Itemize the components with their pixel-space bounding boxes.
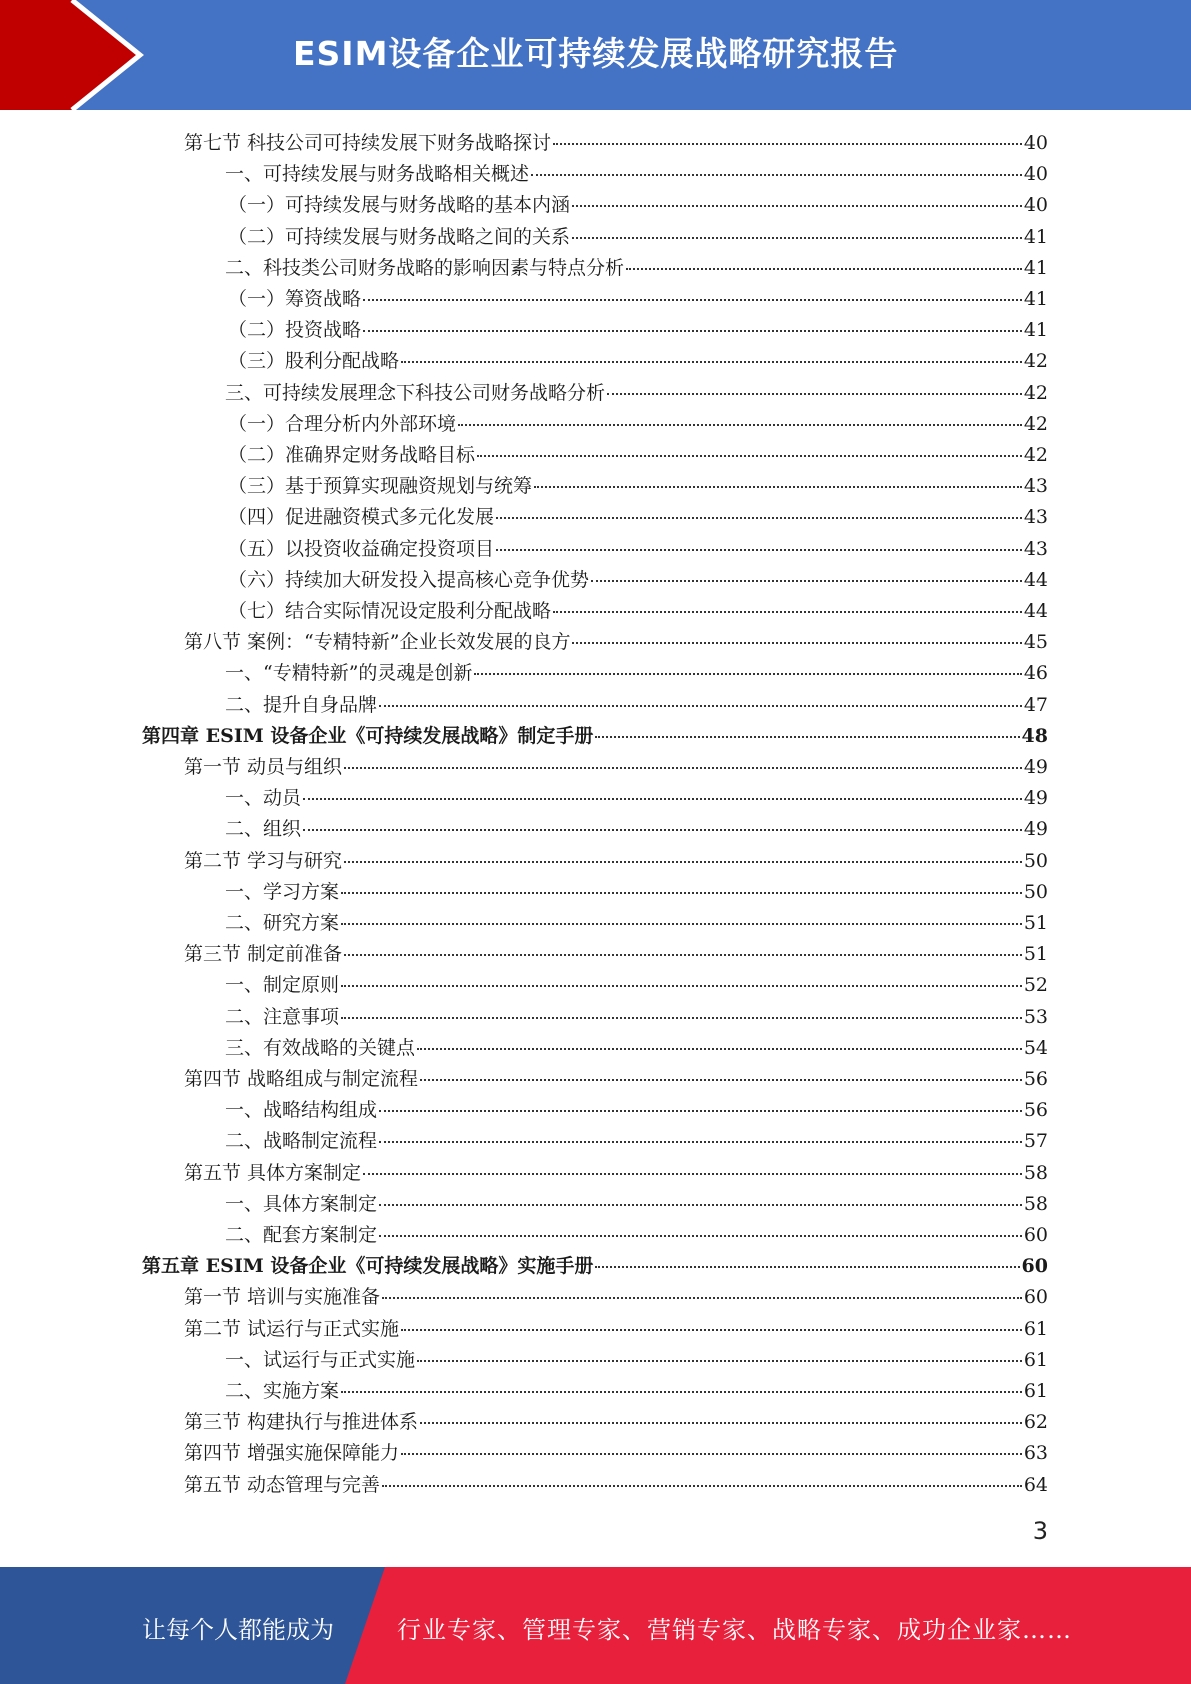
toc-entry-page: 62 [1023, 1411, 1048, 1434]
toc-dot-leader [382, 1484, 1022, 1487]
toc-entry[interactable] [184, 1314, 1048, 1345]
document-title: ESIM设备企业可持续发展战略研究报告 [293, 34, 899, 73]
toc-entry-label: 第四节 战略组成与制定流程 [184, 1068, 419, 1090]
toc-dot-leader [420, 1421, 1022, 1424]
toc-entry-page: 52 [1023, 974, 1048, 997]
toc-dot-leader [496, 516, 1022, 519]
toc-entry-page: 41 [1023, 256, 1048, 279]
toc-entry[interactable] [225, 253, 1048, 284]
toc-dot-leader [417, 1047, 1022, 1050]
toc-entry-page: 49 [1023, 787, 1048, 810]
toc-dot-leader [534, 485, 1022, 488]
toc-entry[interactable] [184, 846, 1048, 877]
toc-entry[interactable] [184, 128, 1048, 159]
toc-entry[interactable] [225, 783, 1048, 814]
toc-entry-page: 42 [1023, 444, 1048, 466]
toc-entry-page: 49 [1023, 756, 1048, 778]
toc-entry-page: 41 [1023, 288, 1048, 310]
toc-dot-leader [401, 1328, 1022, 1331]
toc-dot-leader [379, 1203, 1022, 1206]
toc-entry-page: 58 [1023, 1192, 1048, 1215]
toc-entry-page: 61 [1023, 1317, 1048, 1340]
toc-dot-leader [572, 236, 1022, 239]
toc-dot-leader [572, 641, 1021, 644]
toc-dot-leader [379, 704, 1022, 707]
toc-entry-label: （一）可持续发展与财务战略的基本内涵 [228, 194, 571, 217]
toc-entry-page: 53 [1023, 1005, 1048, 1028]
toc-entry-label: 二、配套方案制定 [225, 1224, 378, 1246]
toc-entry-page: 64 [1023, 1473, 1048, 1496]
toc-entry-label: 第八节 案例：“专精特新”企业长效发展的良方 [184, 631, 571, 654]
toc-entry-page: 40 [1023, 163, 1048, 186]
toc-entry-label: 第二节 试运行与正式实施 [184, 1317, 400, 1340]
toc-entry-label: 二、研究方案 [225, 912, 340, 934]
toc-entry[interactable] [184, 1438, 1048, 1469]
toc-entry[interactable] [142, 1251, 1048, 1282]
toc-entry[interactable] [225, 877, 1048, 908]
toc-dot-leader [341, 922, 1022, 925]
toc-dot-leader [401, 1452, 1022, 1455]
toc-dot-leader [595, 1265, 1019, 1268]
toc-entry-page: 51 [1023, 943, 1048, 966]
toc-entry-label: 一、“专精特新”的灵魂是创新 [225, 662, 473, 685]
toc-entry-label: 第二节 学习与研究 [184, 849, 343, 872]
toc-dot-leader [363, 298, 1022, 301]
toc-entry[interactable] [225, 1376, 1048, 1407]
toc-entry-label: 二、科技类公司财务战略的影响因素与特点分析 [225, 256, 625, 279]
toc-entry-label: （五）以投资收益确定投资项目 [228, 537, 495, 560]
toc-entry-page: 45 [1023, 631, 1048, 654]
toc-entry-label: 一、动员 [225, 787, 302, 810]
toc-entry[interactable] [225, 908, 1048, 939]
toc-dot-leader [496, 548, 1022, 551]
toc-entry-page: 60 [1021, 1255, 1048, 1278]
toc-entry[interactable] [184, 1407, 1048, 1438]
toc-entry[interactable] [225, 1095, 1048, 1126]
toc-entry[interactable] [225, 1002, 1048, 1033]
toc-entry[interactable] [225, 378, 1048, 409]
toc-entry-label: 二、注意事项 [225, 1005, 340, 1028]
toc-entry-page: 56 [1023, 1068, 1048, 1090]
toc-entry-label: （一）合理分析内外部环境 [228, 412, 457, 435]
toc-entry[interactable] [225, 159, 1048, 190]
toc-entry-label: 第五节 具体方案制定 [184, 1161, 362, 1184]
toc-entry[interactable] [225, 690, 1048, 721]
toc-entry-page: 63 [1023, 1442, 1048, 1465]
toc-entry-page: 42 [1023, 381, 1048, 404]
toc-entry-label: 二、实施方案 [225, 1380, 340, 1402]
toc-entry-label: 第五章 ESIM 设备企业《可持续发展战略》实施手册 [142, 1255, 594, 1278]
toc-entry[interactable] [225, 1189, 1048, 1220]
toc-entry-label: 一、制定原则 [225, 974, 340, 997]
toc-entry-label: （三）基于预算实现融资规划与统筹 [228, 475, 533, 498]
toc-entry[interactable] [225, 814, 1048, 845]
toc-entry-label: 二、战略制定流程 [225, 1130, 378, 1153]
toc-entry-label: （三）股利分配战略 [228, 350, 400, 373]
toc-entry[interactable] [228, 596, 1048, 627]
toc-entry[interactable] [228, 502, 1048, 533]
header-arrow-decoration [0, 0, 150, 110]
toc-entry-label: （四）促进融资模式多元化发展 [228, 506, 495, 529]
toc-dot-leader [474, 672, 1021, 675]
toc-dot-leader [382, 1296, 1022, 1299]
toc-entry[interactable] [228, 471, 1048, 502]
toc-entry[interactable] [228, 565, 1048, 596]
toc-entry[interactable] [228, 222, 1048, 253]
toc-entry-page: 54 [1023, 1036, 1048, 1059]
toc-entry-page: 50 [1023, 880, 1048, 903]
toc-entry-page: 43 [1023, 506, 1048, 529]
toc-entry[interactable] [184, 1064, 1048, 1095]
toc-entry-label: （一）筹资战略 [228, 288, 362, 310]
toc-entry[interactable] [184, 1470, 1048, 1501]
toc-dot-leader [379, 1109, 1022, 1112]
toc-entry-page: 42 [1023, 350, 1048, 373]
toc-entry-label: 二、组织 [225, 818, 302, 841]
toc-dot-leader [553, 610, 1022, 613]
toc-entry-page: 56 [1023, 1099, 1048, 1122]
toc-entry-label: 第五节 动态管理与完善 [184, 1473, 381, 1496]
toc-dot-leader [626, 267, 1022, 270]
toc-dot-leader [401, 360, 1022, 363]
toc-entry-page: 41 [1023, 225, 1048, 248]
toc-dot-leader [572, 204, 1022, 207]
toc-dot-leader [344, 766, 1022, 769]
toc-dot-leader [420, 1078, 1022, 1081]
toc-entry-page: 46 [1023, 662, 1048, 685]
toc-entry-label: 第一节 动员与组织 [184, 756, 343, 778]
toc-entry-page: 48 [1021, 724, 1048, 747]
toc-entry-page: 51 [1023, 912, 1048, 934]
toc-entry-label: 第四章 ESIM 设备企业《可持续发展战略》制定手册 [142, 724, 594, 747]
toc-entry[interactable] [184, 1158, 1048, 1189]
toc-dot-leader [607, 392, 1022, 395]
toc-dot-leader [417, 1359, 1022, 1362]
toc-entry[interactable] [184, 1282, 1048, 1313]
toc-entry-label: 第七节 科技公司可持续发展下财务战略探讨 [184, 132, 552, 154]
toc-entry[interactable] [225, 658, 1048, 689]
toc-entry[interactable] [142, 721, 1048, 752]
toc-dot-leader [341, 891, 1022, 894]
toc-entry[interactable] [228, 346, 1048, 377]
toc-entry-label: 二、提升自身品牌 [225, 693, 378, 716]
toc-dot-leader [531, 173, 1022, 176]
toc-entry[interactable] [184, 752, 1048, 783]
toc-entry-label: 一、试运行与正式实施 [225, 1348, 416, 1371]
toc-entry[interactable] [225, 1220, 1048, 1251]
toc-entry-page: 60 [1023, 1224, 1048, 1246]
toc-dot-leader [477, 454, 1022, 457]
toc-entry-page: 43 [1023, 537, 1048, 560]
toc-entry[interactable] [228, 315, 1048, 346]
toc-entry[interactable] [184, 627, 1048, 658]
toc-dot-leader [379, 1234, 1022, 1237]
toc-entry[interactable] [228, 284, 1048, 315]
toc-entry-page: 61 [1023, 1380, 1048, 1402]
toc-dot-leader [595, 735, 1019, 738]
toc-entry-label: （七）结合实际情况设定股利分配战略 [228, 600, 552, 622]
toc-dot-leader [379, 1140, 1022, 1143]
toc-entry[interactable] [225, 1126, 1048, 1157]
page-footer [0, 1567, 1191, 1684]
footer-slogan-right: 行业专家、管理专家、营销专家、战略专家、成功企业家…… [397, 1616, 1072, 1644]
toc-entry-label: （二）投资战略 [228, 319, 362, 342]
toc-dot-leader [553, 142, 1022, 145]
toc-entry-label: （二）可持续发展与财务战略之间的关系 [228, 225, 571, 248]
toc-dot-leader [591, 579, 1022, 582]
toc-entry-label: 第三节 构建执行与推进体系 [184, 1411, 419, 1434]
toc-entry-label: 一、具体方案制定 [225, 1192, 378, 1215]
toc-entry[interactable] [184, 939, 1048, 970]
page-header [0, 0, 1191, 110]
toc-entry-label: 一、可持续发展与财务战略相关概述 [225, 163, 530, 186]
toc-dot-leader [341, 1390, 1022, 1393]
toc-entry-page: 58 [1023, 1161, 1048, 1184]
toc-entry-label: 第一节 培训与实施准备 [184, 1286, 381, 1309]
toc-entry-page: 49 [1023, 818, 1048, 841]
toc-entry-page: 42 [1023, 412, 1048, 435]
toc-entry[interactable] [225, 970, 1048, 1001]
toc-entry-page: 44 [1023, 568, 1048, 591]
toc-dot-leader [363, 1172, 1022, 1175]
toc-entry-page: 60 [1023, 1286, 1048, 1309]
toc-dot-leader [341, 984, 1022, 987]
toc-entry-label: 三、有效战略的关键点 [225, 1036, 416, 1059]
toc-entry-page: 40 [1023, 194, 1048, 217]
toc-entry[interactable] [228, 409, 1048, 440]
toc-entry-page: 40 [1023, 132, 1048, 154]
toc-entry-page: 57 [1023, 1130, 1048, 1153]
toc-entry-page: 44 [1023, 600, 1048, 622]
toc-entry[interactable] [228, 440, 1048, 471]
toc-entry-page: 61 [1023, 1348, 1048, 1371]
toc-entry-page: 50 [1023, 849, 1048, 872]
toc-entry[interactable] [228, 534, 1048, 565]
toc-dot-leader [341, 1016, 1022, 1019]
toc-entry-label: 一、学习方案 [225, 880, 340, 903]
toc-entry-label: （二）准确界定财务战略目标 [228, 444, 476, 466]
toc-dot-leader [303, 797, 1022, 800]
toc-entry[interactable] [228, 190, 1048, 221]
toc-dot-leader [458, 423, 1022, 426]
toc-entry[interactable] [225, 1033, 1048, 1064]
toc-entry-label: 一、战略结构组成 [225, 1099, 378, 1122]
footer-slogan-left: 让每个人都能成为 [142, 1616, 334, 1644]
toc-entry-page: 47 [1023, 693, 1048, 716]
toc-dot-leader [303, 828, 1022, 831]
toc-dot-leader [344, 953, 1022, 956]
page-number: 3 [1032, 1517, 1048, 1545]
toc-entry-label: 三、可持续发展理念下科技公司财务战略分析 [225, 381, 606, 404]
toc-entry-page: 41 [1023, 319, 1048, 342]
toc-entry-label: 第四节 增强实施保障能力 [184, 1442, 400, 1465]
toc-dot-leader [344, 860, 1022, 863]
toc-entry[interactable] [225, 1345, 1048, 1376]
toc-dot-leader [363, 329, 1022, 332]
toc-entry-label: 第三节 制定前准备 [184, 943, 343, 966]
toc-entry-page: 43 [1023, 475, 1048, 498]
toc-entry-label: （六）持续加大研发投入提高核心竞争优势 [228, 568, 590, 591]
